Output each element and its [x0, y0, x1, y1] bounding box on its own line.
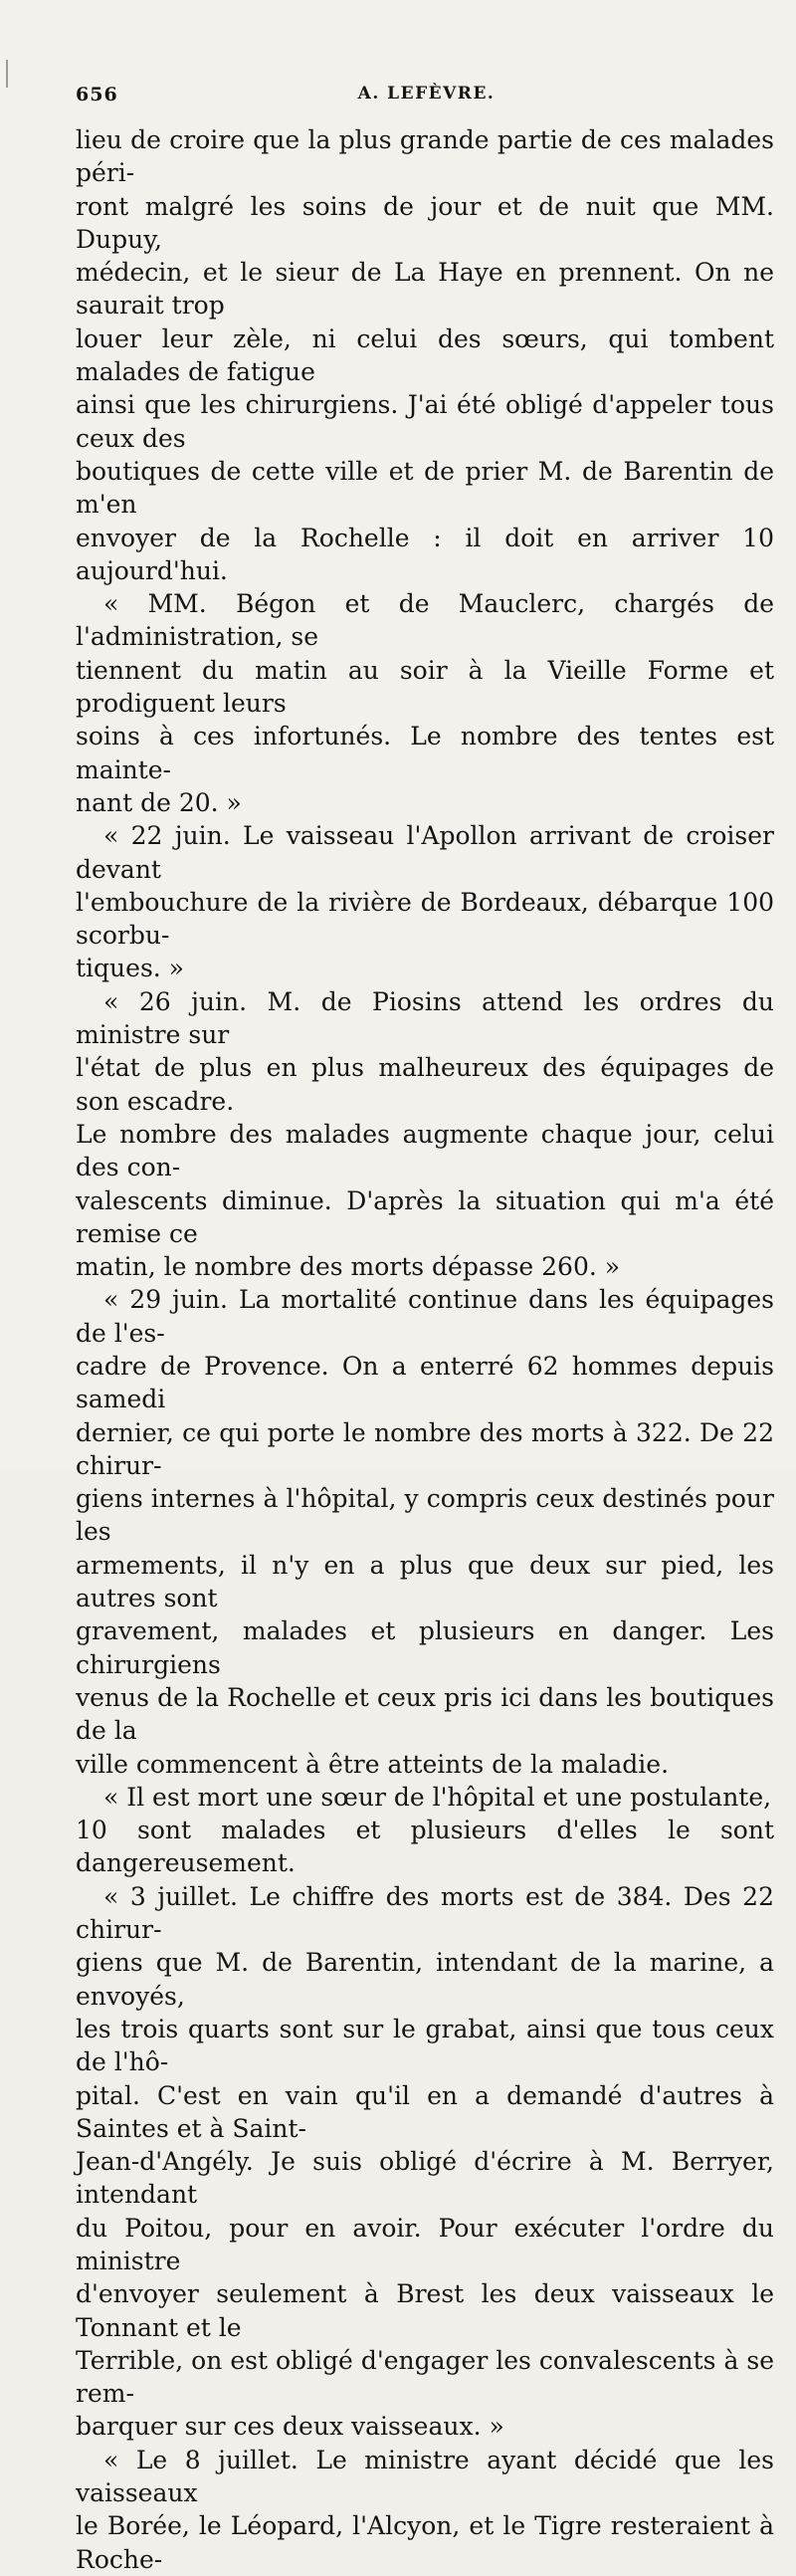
text-line: armements, il n'y en a plus que deux sur pied, les autres sont [76, 1550, 774, 1613]
text-line: dernier, ce qui porte le nombre des morts à 322. De 22 chirur- [76, 1417, 774, 1480]
text-line: le Borée, le Léopard, l'Alcyon, et le Tigre resteraient à Roche- [76, 2511, 774, 2574]
text-line: louer leur zèle, ni celui des sœurs, qui tombent malades de fatigue [76, 323, 774, 387]
text-line: barquer sur ces deux vaisseaux. » [76, 2412, 504, 2442]
text-line: soins à ces infortunés. Le nombre des tentes est mainte- [76, 722, 774, 784]
text-line: d'envoyer seulement à Brest les deux vaisseaux le Tonnant et le [76, 2279, 774, 2342]
text-line: ront malgré les soins de jour et de nuit que MM. Dupuy, [76, 191, 774, 254]
text-line: médecin, et le sieur de La Haye en prennent. On ne saurait trop [76, 258, 774, 321]
text-line: « Il est mort une sœur de l'hôpital et une postulante, [103, 1782, 772, 1812]
text-line: tiennent du matin au soir à la Vieille Forme et prodiguent leurs [76, 655, 774, 719]
text-line: du Poitou, pour en avoir. Pour exécuter l'ordre du ministre [76, 2213, 774, 2275]
text-line: « 29 juin. La mortalité continue dans les équipages de l'es- [76, 1285, 774, 1348]
text-line: tiques. » [76, 954, 184, 983]
text-line: envoyer de la Rochelle : il doit en arriver 10 aujourd'hui. [76, 523, 774, 585]
text-line: Jean-d'Angély. Je suis obligé d'écrire à M. Berryer, intendant [76, 2147, 774, 2210]
text-line: giens que M. de Barentin, intendant de la marine, a envoyés, [76, 1948, 774, 2011]
text-line: pital. C'est en vain qu'il en a demandé d'autres à Saintes et à Saint- [76, 2080, 774, 2143]
text-line: venus de la Rochelle et ceux pris ici dans les boutiques de la [76, 1682, 774, 1746]
text-line: l'état de plus en plus malheureux des équipages de son escadre. [76, 1053, 774, 1116]
text-line: matin, le nombre des morts dépasse 260. » [76, 1252, 621, 1282]
page-number: 656 [76, 84, 118, 106]
text-line: « 22 juin. Le vaisseau l'Apollon arrivant de croiser devant [76, 821, 774, 884]
text-line: « 26 juin. M. de Piosins attend les ordres du ministre sur [76, 986, 774, 1050]
text-line: les trois quarts sont sur le grabat, ainsi que tous ceux de l'hô- [76, 2014, 774, 2077]
text-line: Terrible, on est obligé d'engager les convalescents à se rem- [76, 2345, 774, 2409]
running-head: A. LEFÈVRE. [357, 84, 496, 104]
text-line: cadre de Provence. On a enterré 62 hommes depuis samedi [76, 1351, 774, 1414]
scan-edge-mark [6, 60, 8, 88]
text-line: « Le 8 juillet. Le ministre ayant décidé que les vaisseaux [76, 2445, 774, 2508]
body-text [76, 123, 774, 2576]
text-line: « MM. Bégon et de Mauclerc, chargés de l'administration, se [76, 589, 774, 652]
text-line: valescents diminue. D'après la situation qui m'a été remise ce [76, 1185, 774, 1248]
text-line: 10 sont malades et plusieurs d'elles le sont dangereusement. [76, 1816, 774, 1878]
text-line: lieu de croire que la plus grande partie de ces malades péri- [76, 125, 774, 188]
text-line: ville commencent à être atteints de la maladie. [76, 1749, 670, 1779]
page-header [76, 84, 792, 117]
text-line: gravement, malades et plusieurs en danger. Les chirurgiens [76, 1616, 774, 1679]
text-line: l'embouchure de la rivière de Bordeaux, débarque 100 scorbu- [76, 887, 774, 951]
text-line: ainsi que les chirurgiens. J'ai été obligé d'appeler tous ceux des [76, 390, 774, 453]
text-line: « 3 juillet. Le chiffre des morts est de 384. Des 22 chirur- [76, 1881, 774, 1945]
text-line: giens internes à l'hôpital, y compris ceux destinés pour les [76, 1484, 774, 1547]
text-line: Le nombre des malades augmente chaque jour, celui des con- [76, 1119, 774, 1182]
text-line: nant de 20. » [76, 787, 242, 817]
text-line: boutiques de cette ville et de prier M. de Barentin de m'en [76, 456, 774, 520]
